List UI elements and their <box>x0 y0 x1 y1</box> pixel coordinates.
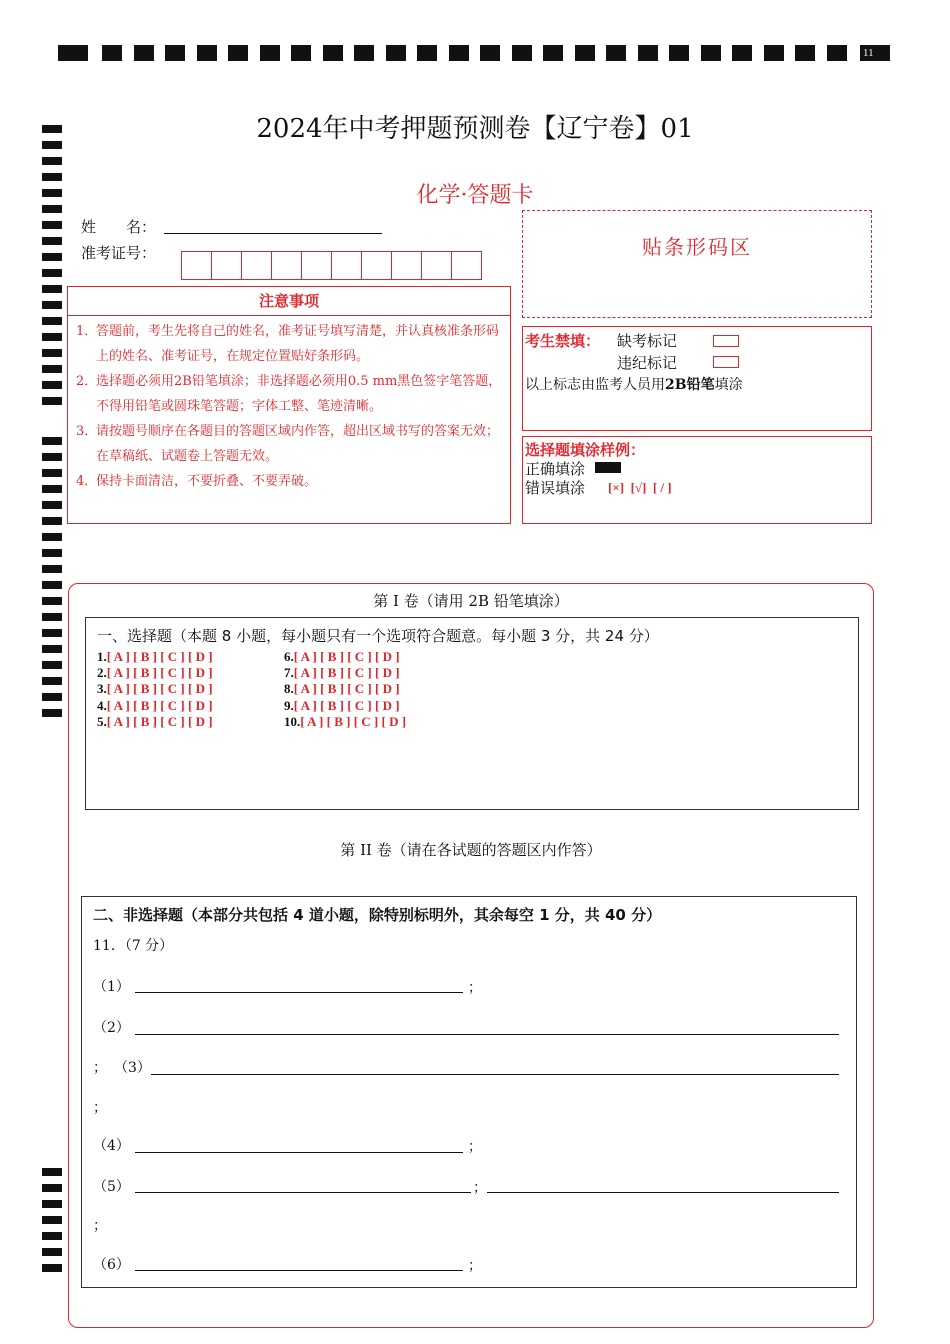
id-digit-box[interactable] <box>271 251 302 280</box>
semicolon: ； <box>468 1139 482 1155</box>
name-label: 姓 名： <box>81 218 157 236</box>
id-label: 准考证号： <box>81 244 157 262</box>
choice-row-5[interactable]: 5.[ A ] [ B ] [ C ] [ D ] <box>97 714 213 729</box>
id-digit-box[interactable] <box>331 251 362 280</box>
page-number: 11 <box>860 45 890 61</box>
answer-line-4[interactable] <box>135 1152 463 1153</box>
side-registration-marks-bottom <box>42 1168 62 1273</box>
notice-item: 2． 选择题必须用2B铅笔填涂；非选择题必须用0.5 mm黑色签字笔答题，不得用铅笔或圆珠笔答题；字体工整、笔迹清晰。 <box>76 374 502 414</box>
answer-line-6[interactable] <box>135 1270 463 1271</box>
choice-row-6[interactable]: 6.[ A ] [ B ] [ C ] [ D ] <box>284 649 400 664</box>
notice-title: 注意事项 <box>67 286 511 316</box>
non-choice-question-box <box>81 896 857 1288</box>
part-5-label: （5） <box>93 1179 130 1195</box>
part-6-label: （6） <box>93 1257 130 1273</box>
semicolon: ； <box>93 1218 107 1234</box>
notice-item: 4． 保持卡面清洁，不要折叠、不要弄破。 <box>76 474 318 489</box>
wrong-fill-label: 错误填涂 <box>525 479 586 497</box>
part-4-label: （4） <box>93 1138 130 1154</box>
fill-sample-title: 选择题填涂样例： <box>525 441 646 459</box>
choice-row-2[interactable]: 2.[ A ] [ B ] [ C ] [ D ] <box>97 665 213 680</box>
notice-item: 3． 请按题号顺序在各题目的答题区域内作答，超出区域书写的答案无效；在草稿纸、试题卷上答题无效。 <box>76 424 500 464</box>
section-2-title: 第 II 卷（请在各试题的答题区内作答） <box>340 841 602 859</box>
barcode-area <box>522 210 872 318</box>
id-digit-box[interactable] <box>361 251 392 280</box>
choice-row-10[interactable]: 10.[ A ] [ B ] [ C ] [ D ] <box>284 714 407 729</box>
fill-sample-box <box>522 436 872 524</box>
id-digit-box[interactable] <box>181 251 212 280</box>
answer-line-2[interactable] <box>135 1034 839 1035</box>
barcode-area-label: 贴条形码区 <box>642 235 752 259</box>
choice-row-7[interactable]: 7.[ A ] [ B ] [ C ] [ D ] <box>284 665 400 680</box>
semicolon: ； <box>468 980 482 996</box>
part-2-label: （2） <box>93 1020 130 1036</box>
correct-fill-label: 正确填涂 <box>525 460 586 478</box>
choice-row-1[interactable]: 1.[ A ] [ B ] [ C ] [ D ] <box>97 649 213 664</box>
id-digit-box[interactable] <box>301 251 332 280</box>
examinee-forbidden-box <box>522 326 872 431</box>
part-1-label: （1） <box>93 979 130 995</box>
page-subtitle: 化学·答题卡 <box>416 183 534 208</box>
choice-row-8[interactable]: 8.[ A ] [ B ] [ C ] [ D ] <box>284 681 400 696</box>
forbidden-label: 考生禁填： <box>525 332 601 350</box>
id-digit-box[interactable] <box>421 251 452 280</box>
violation-mark-label: 违纪标记 <box>617 354 678 372</box>
answer-line-5a[interactable] <box>135 1192 471 1193</box>
forbidden-note: 以上标志由监考人员用2B铅笔填涂 <box>525 377 743 393</box>
id-digit-box[interactable] <box>211 251 242 280</box>
id-digit-box[interactable] <box>451 251 482 280</box>
part-3-label: （3） <box>114 1060 151 1076</box>
notice-item: 1． 答题前，考生先将自己的姓名，准考证号填写清楚，并认真核准条形码上的姓名、准考证号，在规定位置贴好条形码。 <box>76 324 500 364</box>
semicolon: ； <box>93 1100 107 1116</box>
non-choice-heading: 二、非选择题（本部分共包括 4 道小题，除特别标明外，其余每空 1 分，共 40 分） <box>93 906 662 924</box>
wrong-fill-samples: [×] [√] [ / ] <box>608 480 672 495</box>
choice-question-box <box>85 617 859 810</box>
top-registration-marks <box>58 45 890 61</box>
semicolon: ； <box>93 1060 107 1076</box>
id-digit-box[interactable] <box>391 251 422 280</box>
exam-id-boxes[interactable] <box>181 251 481 280</box>
section-1-title: 第 I 卷（请用 2B 铅笔填涂） <box>373 592 569 610</box>
choice-heading: 一、选择题（本题 8 小题，每小题只有一个选项符合题意。每小题 3 分，共 24 分） <box>97 627 659 645</box>
choice-row-4[interactable]: 4.[ A ] [ B ] [ C ] [ D ] <box>97 698 213 713</box>
name-field[interactable] <box>164 233 382 234</box>
answer-line-3[interactable] <box>151 1074 839 1075</box>
id-digit-box[interactable] <box>241 251 272 280</box>
absent-mark-box[interactable] <box>713 335 739 347</box>
answer-line-5b[interactable] <box>487 1192 839 1193</box>
semicolon: ； <box>468 1258 482 1274</box>
page-title: 2024年中考押题预测卷【辽宁卷】01 <box>256 114 694 144</box>
absent-mark-label: 缺考标记 <box>617 332 678 350</box>
answer-line-1[interactable] <box>135 992 463 993</box>
choice-row-3[interactable]: 3.[ A ] [ B ] [ C ] [ D ] <box>97 681 213 696</box>
choice-row-9[interactable]: 9.[ A ] [ B ] [ C ] [ D ] <box>284 698 400 713</box>
semicolon: ； <box>473 1180 487 1196</box>
violation-mark-box[interactable] <box>713 356 739 368</box>
side-registration-marks-middle <box>42 437 62 717</box>
question-11-label: 11．（7 分） <box>93 938 174 954</box>
notice-box <box>67 315 511 524</box>
side-registration-marks-top <box>42 125 62 405</box>
correct-fill-sample <box>595 462 621 473</box>
